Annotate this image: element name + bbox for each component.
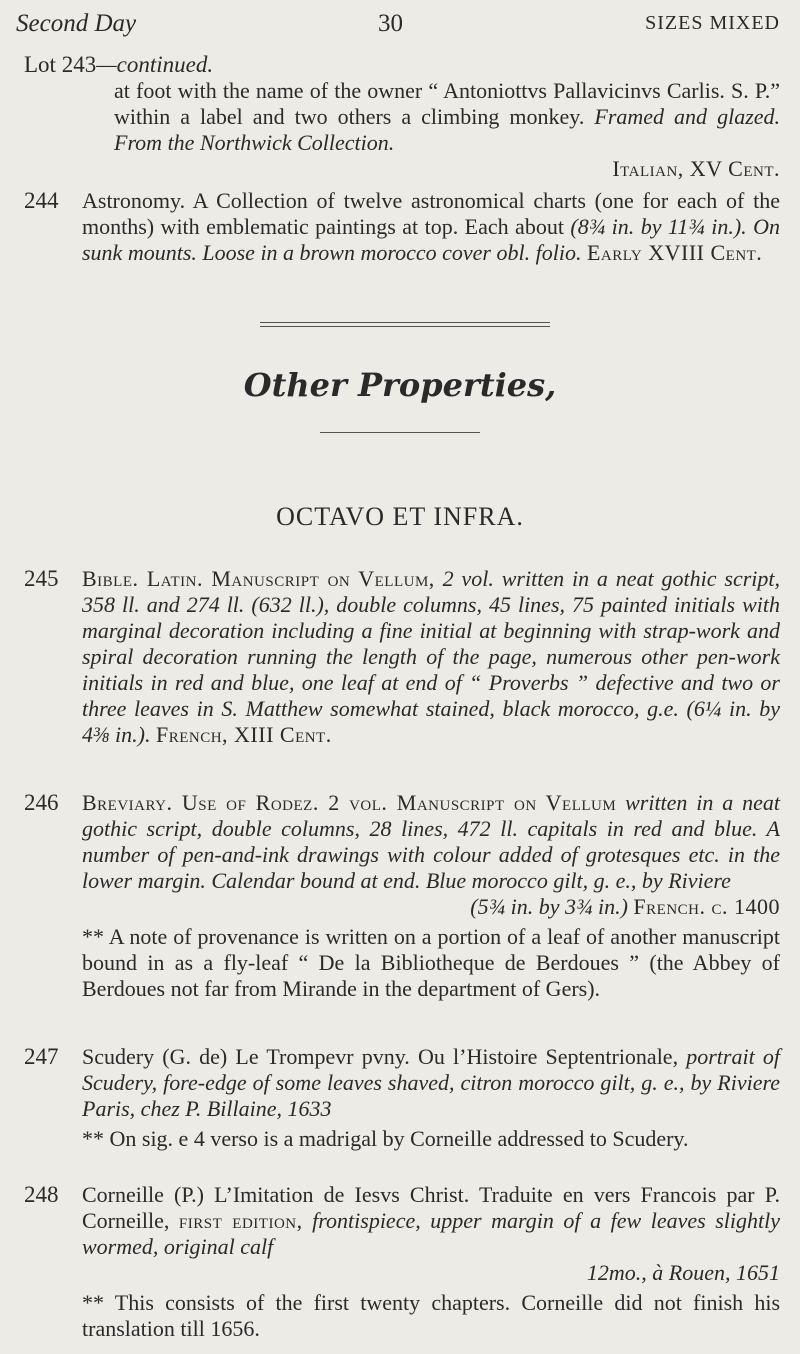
divider-rule — [260, 322, 550, 327]
lot-description-italic: 2 vol. written in a neat gothic script, 358 ll. and 274 ll. (632 ll.), double columns, 45 lines, 75 painted initials with marginal decoration including a fine initial at beginning with strap-work and spiral decoration running the length of the page, numerous other pen-work initials in red and blue, one leaf at end of “ Proverbs ” defective and two or three leaves in S. Matthew somewhat stained, black morocco, g.e. (6¼ in. by 4⅜ in.). — [82, 566, 781, 747]
lot-number: 247 — [24, 1044, 59, 1069]
lot-note: ** This consists of the first twenty chapters. Corneille did not finish his translation till 1656. — [82, 1290, 780, 1341]
lot-imprint: Paris, chez P. Billaine, 1633 — [82, 1096, 332, 1121]
page-header — [16, 10, 780, 46]
lot-period: French, XIII Cent. — [155, 722, 332, 747]
lot-description-italic: Framed and glazed. From the Northwick Collection. — [114, 104, 781, 155]
lot-imprint: 12mo., à Rouen, 1651 — [586, 1260, 780, 1285]
lot-period: French. c. 1400 — [633, 894, 780, 919]
lot-number: 246 — [24, 790, 59, 815]
lot-note: ** A note of provenance is written on a portion of a leaf of another manuscript bound in as a fly-leaf “ De la Bibliotheque de Berdoues ” (the Abbey of Berdoues not far from Mirande in the department of Gers). — [82, 924, 780, 1001]
lot-description-italic: written in a neat gothic script, double columns, 28 lines, 472 ll. capitals in red and blue. A number of pen-and-ink drawings with colour added of grotesques etc. in the lower margin. Calendar bound at end. Blue morocco gilt, g. e., by Riviere — [82, 790, 781, 893]
lot-size: (5¾ in. by 3¾ in.) — [470, 894, 628, 919]
lot-248 — [24, 1182, 780, 1342]
header-day: Second Day — [16, 10, 137, 37]
lot-description: at foot with the name of the owner “ Antoniottvs Pallavicinvs Carlis. S. P.” within a label and two others a climbing monkey. — [114, 78, 780, 129]
lot-number: 244 — [24, 188, 59, 213]
lot-number: Lot 243 — [24, 52, 97, 77]
short-divider — [320, 432, 480, 433]
lot-title: Corneille (P.) L’Imitation de Iesvs Christ. Traduite en vers Francois par P. Corneille, — [82, 1182, 780, 1233]
lot-edition: first edition, — [178, 1208, 303, 1233]
lot-description-italic: frontispiece, upper margin of a few leaves slightly wormed, original calf — [82, 1208, 780, 1259]
section-title: Other Properties, — [243, 366, 557, 404]
lot-heading: —continued. — [96, 52, 214, 77]
lot-244 — [24, 188, 780, 266]
lot-247 — [24, 1044, 780, 1152]
lot-243 — [24, 52, 780, 182]
section-subtitle: OCTAVO ET INFRA. — [276, 502, 524, 531]
page-number: 30 — [378, 10, 403, 37]
lot-note: ** On sig. e 4 verso is a madrigal by Corneille addressed to Scudery. — [82, 1126, 689, 1151]
lot-title: Bible. Latin. Manuscript on Vellum, — [82, 566, 435, 591]
lot-description: Astronomy. A Collection of twelve astronomical charts (one for each of the months) with emblematic paintings at top. Each about — [82, 188, 780, 239]
lot-format: obl. folio. — [496, 240, 582, 265]
lot-description-italic: (8¾ in. by 11¾ in.). On sunk mounts. Loose in a brown morocco cover — [82, 214, 781, 265]
lot-title: Scudery (G. de) Le Trompevr pvny. Ou l’Histoire Septentrionale, — [82, 1044, 679, 1069]
lot-246 — [24, 790, 780, 1002]
lot-title: Breviary. Use of Rodez. 2 vol. Manuscript on Vellum — [82, 790, 617, 815]
lot-245 — [24, 566, 780, 748]
lot-description-italic: portrait of Scudery, fore-edge of some leaves shaved, citron morocco gilt, g. e., by Riviere — [82, 1044, 780, 1095]
lot-period: Italian, XV Cent. — [612, 156, 780, 181]
lot-period: Early XVIII Cent. — [586, 240, 763, 265]
header-sizes: SIZES MIXED — [645, 12, 780, 34]
lot-number: 245 — [24, 566, 59, 591]
lot-number: 248 — [24, 1182, 59, 1207]
